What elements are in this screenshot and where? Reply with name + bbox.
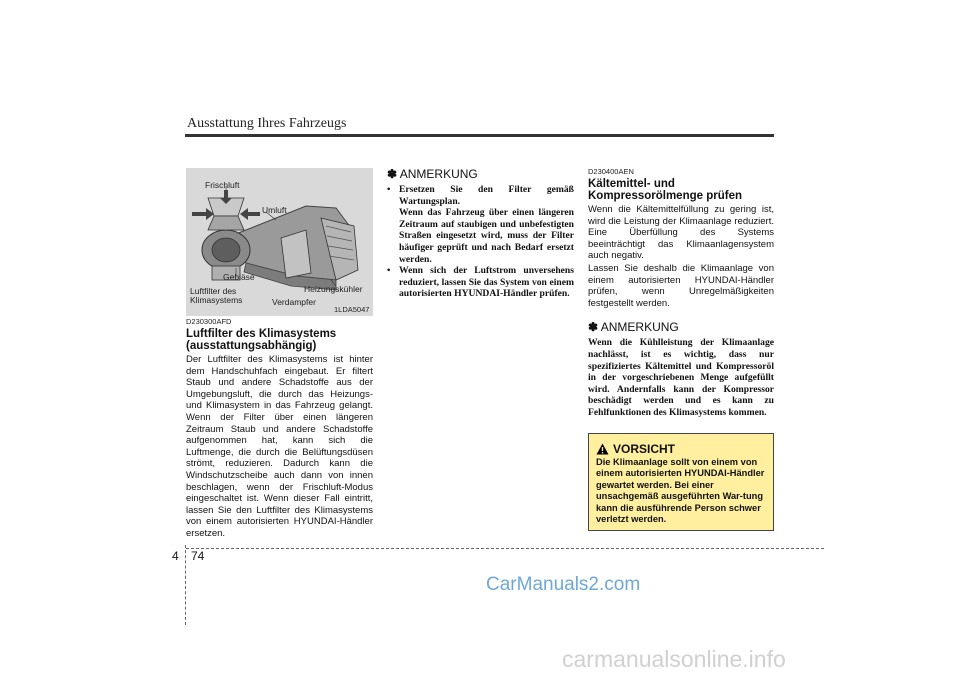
note-heading-middle — [387, 167, 574, 181]
label-luftfilter-line1: Luftfilter des — [190, 286, 237, 296]
caution-title: VORSICHT — [613, 442, 676, 456]
watermark-top: CarManuals2.com — [486, 574, 641, 595]
right-column — [588, 167, 774, 419]
section-code-left: D230300AFD — [186, 317, 232, 326]
caution-text: Die Klimaanlage sollt von einem von einem autorisierten HYUNDAI-Händler gewartet werden. Bei einer unsachgemäß ausgeführten War-tung kann die ausführende Person schwer verletzt werden. — [596, 457, 765, 525]
label-heizungskuehler: Heizungskühler — [304, 284, 363, 294]
label-umluft: Umluft — [262, 205, 287, 215]
middle-column — [387, 167, 574, 300]
note-title-right: ANMERKUNG — [600, 320, 679, 335]
watermark-bottom: carmanualsonline.info — [562, 646, 786, 672]
note-body-right: Wenn die Kühlleistung der Klimaanlage nachlässt, ist es wichtig, dass nur spezifiziertes Kältemittel und Kompressoröl in der vorgeschriebenen Menge aufgefüllt wird. Andernfalls kann der Kompressor beschädigt werden und es kann zu Fehlfunktionen des Klimasystems kommen. — [588, 337, 774, 418]
note-mark-icon: ✽ — [588, 320, 599, 335]
label-frischluft: Frischluft — [205, 180, 240, 190]
heading-luftfilter-line2: (ausstattungsabhängig) — [186, 340, 317, 352]
note-title-middle: ANMERKUNG — [399, 167, 478, 181]
heading-kaeltemittel — [588, 178, 774, 202]
footer-rule — [186, 548, 824, 549]
heading-kaeltemittel-line1: Kältemittel- und — [588, 178, 675, 190]
warning-triangle-icon — [596, 443, 609, 455]
luftfilter-body: Der Luftfilter des Klimasystems ist hinter dem Handschuhfach eingebaut. Er filtert Staub und andere Schadstoffe aus der Umgebungsluft, die durch das Heizungs- und Klimasystem in das Fahrzeug gelangt. Wenn der Filter über einen längeren Zeitraum Staub und andere Schadstoffe aufgenommen hat, kann sich die Luftmenge, die durch die Belüftungsdüsen strömt, reduzieren. Dadurch kann die Windschutzscheibe auch dann von innen beschlagen, wenn der Frischluft-Modus eingeschaltet ist. Wenn dieser Fall eintritt, lassen Sie den Luftfilter des Klimasystems von einem autorisierten HYUNDAI-Händler ersetzen. — [186, 354, 373, 539]
note-bullet-1-lead: Ersetzen Sie den Filter gemäß Wartungsplan. — [399, 184, 574, 207]
chapter-number: 4 — [172, 549, 179, 563]
hvac-diagram — [186, 168, 373, 316]
label-luftfilter — [190, 287, 242, 305]
page-header-title: Ausstattung Ihres Fahrzeugs — [187, 116, 347, 131]
list-item — [387, 184, 574, 265]
heading-kaeltemittel-line2: Kompressorölmenge prüfen — [588, 190, 742, 202]
left-column — [186, 317, 373, 540]
label-verdampfer: Verdampfer — [272, 297, 316, 307]
page-number: 74 — [191, 549, 205, 563]
note-mark-icon: ✽ — [387, 167, 398, 181]
note-heading-right — [588, 320, 774, 334]
heading-luftfilter — [186, 328, 373, 352]
kaeltemittel-body-2: Lassen Sie deshalb die Klimaanlage von einem autorisierten HYUNDAI-Händler prüfen, wenn Unregelmäßigkeiten festgestellt werden. — [588, 262, 774, 309]
heading-luftfilter-line1: Luftfilter des Klimasystems — [186, 328, 337, 340]
list-item — [387, 265, 574, 300]
note-bullet-2-lead: Wenn sich der Luftstrom unversehens reduziert, lassen Sie das System von einem autorisierten HYUNDAI-Händler prüfen. — [399, 265, 574, 300]
footer-vertical-rule — [185, 545, 186, 625]
label-geblaese: Gebläse — [223, 272, 255, 282]
kaeltemittel-body-1: Wenn die Kältemittelfüllung zu gering ist, wird die Leistung der Klimaanlage reduziert. Eine Überfüllung des Systems beeinträchtigt das Klimaanlagensystem auch negativ. — [588, 204, 774, 262]
label-luftfilter-line2: Klimasystems — [190, 295, 243, 305]
caution-box — [588, 433, 774, 531]
note-bullet-1-rest: Wenn das Fahrzeug über einen längeren Zeitraum auf staubigen und unbefestigten Straßen eingesetzt wird, muss der Filter häufiger geprüft und nach Bedarf ersetzt werden. — [399, 207, 574, 265]
section-code-right: D230400AEN — [588, 167, 634, 176]
note-list-middle — [387, 184, 574, 300]
figure-code: 1LDA5047 — [334, 305, 370, 314]
header-rule — [185, 134, 774, 137]
